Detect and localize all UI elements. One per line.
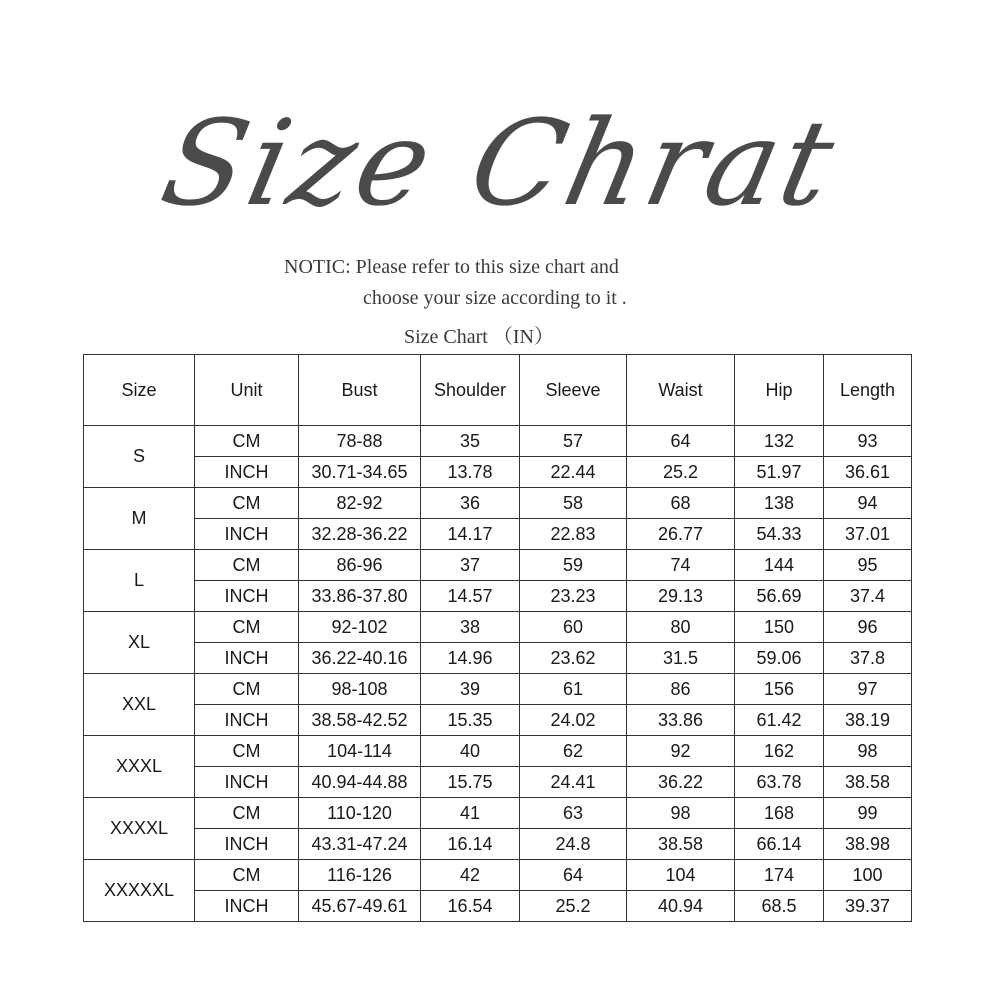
- header-unit: Unit: [195, 355, 299, 426]
- measurement-cell: 25.2: [627, 457, 735, 488]
- measurement-cell: 36.22: [627, 767, 735, 798]
- measurement-cell: 174: [735, 860, 824, 891]
- measurement-cell: 168: [735, 798, 824, 829]
- measurement-cell: 37: [421, 550, 520, 581]
- measurement-cell: 60: [520, 612, 627, 643]
- measurement-cell: 33.86: [627, 705, 735, 736]
- measurement-cell: 40.94-44.88: [299, 767, 421, 798]
- measurement-cell: 98: [824, 736, 912, 767]
- measurement-cell: 40.94: [627, 891, 735, 922]
- measurement-cell: 68: [627, 488, 735, 519]
- measurement-cell: 74: [627, 550, 735, 581]
- unit-cell: CM: [195, 550, 299, 581]
- table-row: [84, 643, 912, 674]
- measurement-cell: 86-96: [299, 550, 421, 581]
- table-row: [84, 550, 912, 581]
- measurement-cell: 39: [421, 674, 520, 705]
- unit-cell: CM: [195, 426, 299, 457]
- measurement-cell: 64: [627, 426, 735, 457]
- unit-cell: INCH: [195, 457, 299, 488]
- measurement-cell: 41: [421, 798, 520, 829]
- measurement-cell: 63.78: [735, 767, 824, 798]
- unit-cell: INCH: [195, 829, 299, 860]
- size-label-cell: L: [84, 550, 195, 612]
- measurement-cell: 95: [824, 550, 912, 581]
- unit-cell: INCH: [195, 705, 299, 736]
- measurement-cell: 138: [735, 488, 824, 519]
- size-label-cell: XXXL: [84, 736, 195, 798]
- measurement-cell: 51.97: [735, 457, 824, 488]
- measurement-cell: 24.02: [520, 705, 627, 736]
- header-waist: Waist: [627, 355, 735, 426]
- measurement-cell: 38.58: [824, 767, 912, 798]
- measurement-cell: 96: [824, 612, 912, 643]
- size-label-cell: M: [84, 488, 195, 550]
- table-row: [84, 674, 912, 705]
- measurement-cell: 13.78: [421, 457, 520, 488]
- measurement-cell: 23.23: [520, 581, 627, 612]
- measurement-cell: 92: [627, 736, 735, 767]
- table-row: [84, 581, 912, 612]
- table-row: [84, 767, 912, 798]
- measurement-cell: 104: [627, 860, 735, 891]
- unit-cell: CM: [195, 612, 299, 643]
- measurement-cell: 56.69: [735, 581, 824, 612]
- measurement-cell: 66.14: [735, 829, 824, 860]
- measurement-cell: 14.57: [421, 581, 520, 612]
- measurement-cell: 43.31-47.24: [299, 829, 421, 860]
- size-table: [83, 354, 912, 922]
- measurement-cell: 57: [520, 426, 627, 457]
- unit-cell: CM: [195, 488, 299, 519]
- measurement-cell: 61.42: [735, 705, 824, 736]
- measurement-cell: 54.33: [735, 519, 824, 550]
- table-subtitle: Size Chart （IN）: [404, 326, 554, 348]
- measurement-cell: 132: [735, 426, 824, 457]
- measurement-cell: 68.5: [735, 891, 824, 922]
- measurement-cell: 97: [824, 674, 912, 705]
- measurement-cell: 86: [627, 674, 735, 705]
- unit-cell: INCH: [195, 519, 299, 550]
- measurement-cell: 82-92: [299, 488, 421, 519]
- header-bust: Bust: [299, 355, 421, 426]
- measurement-cell: 58: [520, 488, 627, 519]
- measurement-cell: 15.35: [421, 705, 520, 736]
- size-label-cell: XXL: [84, 674, 195, 736]
- table-row: [84, 457, 912, 488]
- unit-cell: INCH: [195, 767, 299, 798]
- table-row: [84, 829, 912, 860]
- measurement-cell: 37.01: [824, 519, 912, 550]
- notice-line-2: choose your size according to it .: [363, 287, 627, 309]
- table-row: [84, 891, 912, 922]
- unit-cell: CM: [195, 736, 299, 767]
- measurement-cell: 61: [520, 674, 627, 705]
- table-row: [84, 798, 912, 829]
- measurement-cell: 40: [421, 736, 520, 767]
- size-label-cell: S: [84, 426, 195, 488]
- measurement-cell: 104-114: [299, 736, 421, 767]
- measurement-cell: 36.61: [824, 457, 912, 488]
- table-row: [84, 705, 912, 736]
- measurement-cell: 45.67-49.61: [299, 891, 421, 922]
- table-body: [84, 426, 912, 922]
- measurement-cell: 35: [421, 426, 520, 457]
- measurement-cell: 162: [735, 736, 824, 767]
- measurement-cell: 29.13: [627, 581, 735, 612]
- header-length: Length: [824, 355, 912, 426]
- table-row: [84, 612, 912, 643]
- measurement-cell: 38: [421, 612, 520, 643]
- measurement-cell: 33.86-37.80: [299, 581, 421, 612]
- notice-line-1: NOTIC: Please refer to this size chart and: [284, 256, 619, 278]
- measurement-cell: 110-120: [299, 798, 421, 829]
- measurement-cell: 94: [824, 488, 912, 519]
- measurement-cell: 144: [735, 550, 824, 581]
- measurement-cell: 22.83: [520, 519, 627, 550]
- measurement-cell: 99: [824, 798, 912, 829]
- measurement-cell: 150: [735, 612, 824, 643]
- header-size: Size: [84, 355, 195, 426]
- table-header-row: [84, 355, 912, 426]
- measurement-cell: 92-102: [299, 612, 421, 643]
- measurement-cell: 32.28-36.22: [299, 519, 421, 550]
- measurement-cell: 59.06: [735, 643, 824, 674]
- unit-cell: INCH: [195, 643, 299, 674]
- measurement-cell: 14.96: [421, 643, 520, 674]
- measurement-cell: 24.41: [520, 767, 627, 798]
- measurement-cell: 80: [627, 612, 735, 643]
- measurement-cell: 38.19: [824, 705, 912, 736]
- measurement-cell: 26.77: [627, 519, 735, 550]
- measurement-cell: 38.58-42.52: [299, 705, 421, 736]
- measurement-cell: 16.14: [421, 829, 520, 860]
- table-row: [84, 488, 912, 519]
- measurement-cell: 37.4: [824, 581, 912, 612]
- measurement-cell: 15.75: [421, 767, 520, 798]
- measurement-cell: 30.71-34.65: [299, 457, 421, 488]
- measurement-cell: 93: [824, 426, 912, 457]
- measurement-cell: 25.2: [520, 891, 627, 922]
- header-hip: Hip: [735, 355, 824, 426]
- size-label-cell: XXXXXL: [84, 860, 195, 922]
- unit-cell: CM: [195, 674, 299, 705]
- measurement-cell: 39.37: [824, 891, 912, 922]
- table-row: [84, 519, 912, 550]
- header-sleeve: Sleeve: [520, 355, 627, 426]
- unit-cell: INCH: [195, 581, 299, 612]
- measurement-cell: 98: [627, 798, 735, 829]
- table-row: [84, 736, 912, 767]
- measurement-cell: 78-88: [299, 426, 421, 457]
- measurement-cell: 38.58: [627, 829, 735, 860]
- unit-cell: CM: [195, 798, 299, 829]
- measurement-cell: 24.8: [520, 829, 627, 860]
- measurement-cell: 16.54: [421, 891, 520, 922]
- measurement-cell: 38.98: [824, 829, 912, 860]
- measurement-cell: 62: [520, 736, 627, 767]
- measurement-cell: 23.62: [520, 643, 627, 674]
- table-row: [84, 426, 912, 457]
- unit-cell: CM: [195, 860, 299, 891]
- measurement-cell: 59: [520, 550, 627, 581]
- page-title: Size Chrat: [151, 94, 849, 232]
- measurement-cell: 100: [824, 860, 912, 891]
- measurement-cell: 37.8: [824, 643, 912, 674]
- measurement-cell: 116-126: [299, 860, 421, 891]
- measurement-cell: 63: [520, 798, 627, 829]
- unit-cell: INCH: [195, 891, 299, 922]
- size-label-cell: XXXXL: [84, 798, 195, 860]
- measurement-cell: 31.5: [627, 643, 735, 674]
- header-shoulder: Shoulder: [421, 355, 520, 426]
- measurement-cell: 64: [520, 860, 627, 891]
- measurement-cell: 14.17: [421, 519, 520, 550]
- measurement-cell: 36: [421, 488, 520, 519]
- size-label-cell: XL: [84, 612, 195, 674]
- measurement-cell: 22.44: [520, 457, 627, 488]
- measurement-cell: 36.22-40.16: [299, 643, 421, 674]
- measurement-cell: 98-108: [299, 674, 421, 705]
- measurement-cell: 156: [735, 674, 824, 705]
- measurement-cell: 42: [421, 860, 520, 891]
- table-row: [84, 860, 912, 891]
